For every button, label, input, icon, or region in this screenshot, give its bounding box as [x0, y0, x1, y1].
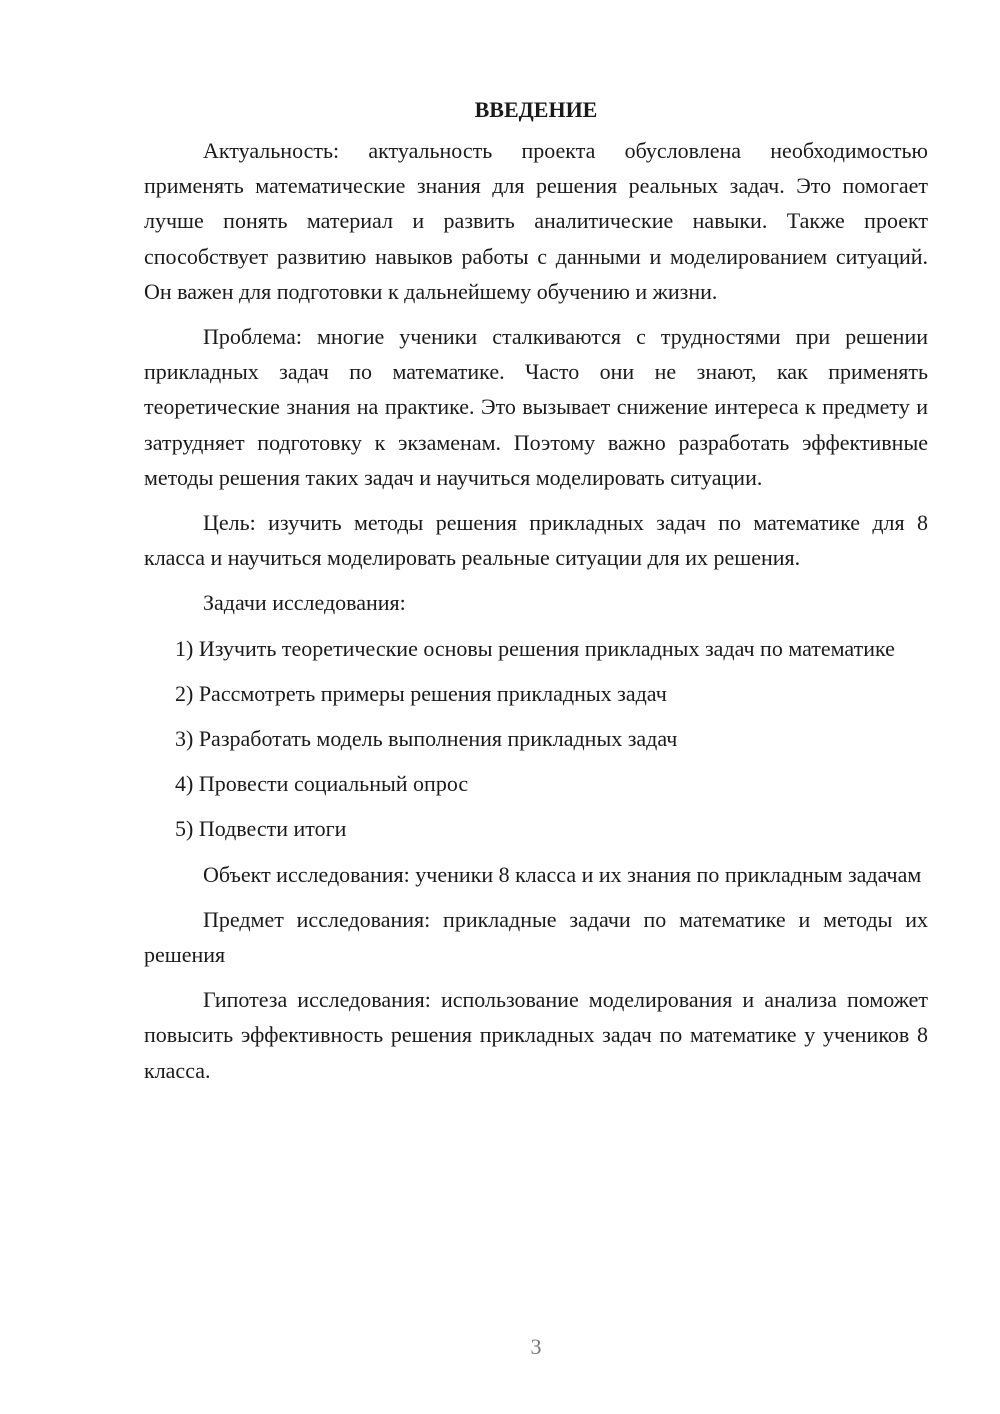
document-page [144, 92, 928, 1098]
list-item: 3) Разработать модель выполнения прикладных задач [175, 726, 678, 752]
paragraph-subject: Предмет исследования: прикладные задачи по математике и методы их решения [144, 906, 928, 968]
paragraph-hypothesis: Гипотеза исследования: использование моделирования и анализа поможет повысить эффективность решения прикладных задач по математике у учеников 8 класса. [144, 987, 928, 1083]
list-item: 4) Провести социальный опрос [175, 771, 469, 797]
list-item: 2) Рассмотреть примеры решения прикладных задач [175, 680, 667, 706]
tasks-list [144, 631, 928, 847]
paragraph-object: Объект исследования: ученики 8 класса и их знания по прикладным задачам [203, 861, 922, 887]
paragraph-problem: Проблема: многие ученики сталкиваются с трудностями при решении прикладных задач по математике. Часто они не знают, как применять теоретические знания на практике. Это вызывает снижение интереса к предмету и затрудняет подготовку к экзаменам. Поэтому важно разработать эффективные методы решения таких задач и научиться моделировать ситуации. [144, 324, 928, 490]
page-number: 3 [530, 1334, 542, 1359]
document-heading: ВВЕДЕНИЕ [474, 97, 598, 122]
list-item: 5) Подвести итоги [175, 816, 347, 842]
list-item: 1) Изучить теоретические основы решения прикладных задач по математике [175, 635, 895, 661]
tasks-heading: Задачи исследования: [203, 590, 406, 616]
paragraph-relevance: Актуальность: актуальность проекта обусловлена необходимостью применять математические знания для решения реальных задач. Это помогает лучше понять материал и развить аналитические навыки. Также проект способствует развитию навыков работы с данными и моделированием ситуаций. Он важен для подготовки к дальнейшему обучению и жизни. [144, 138, 928, 304]
paragraph-goal: Цель: изучить методы решения прикладных задач по математике для 8 класса и научиться моделировать реальные ситуации для их решения. [144, 510, 928, 571]
